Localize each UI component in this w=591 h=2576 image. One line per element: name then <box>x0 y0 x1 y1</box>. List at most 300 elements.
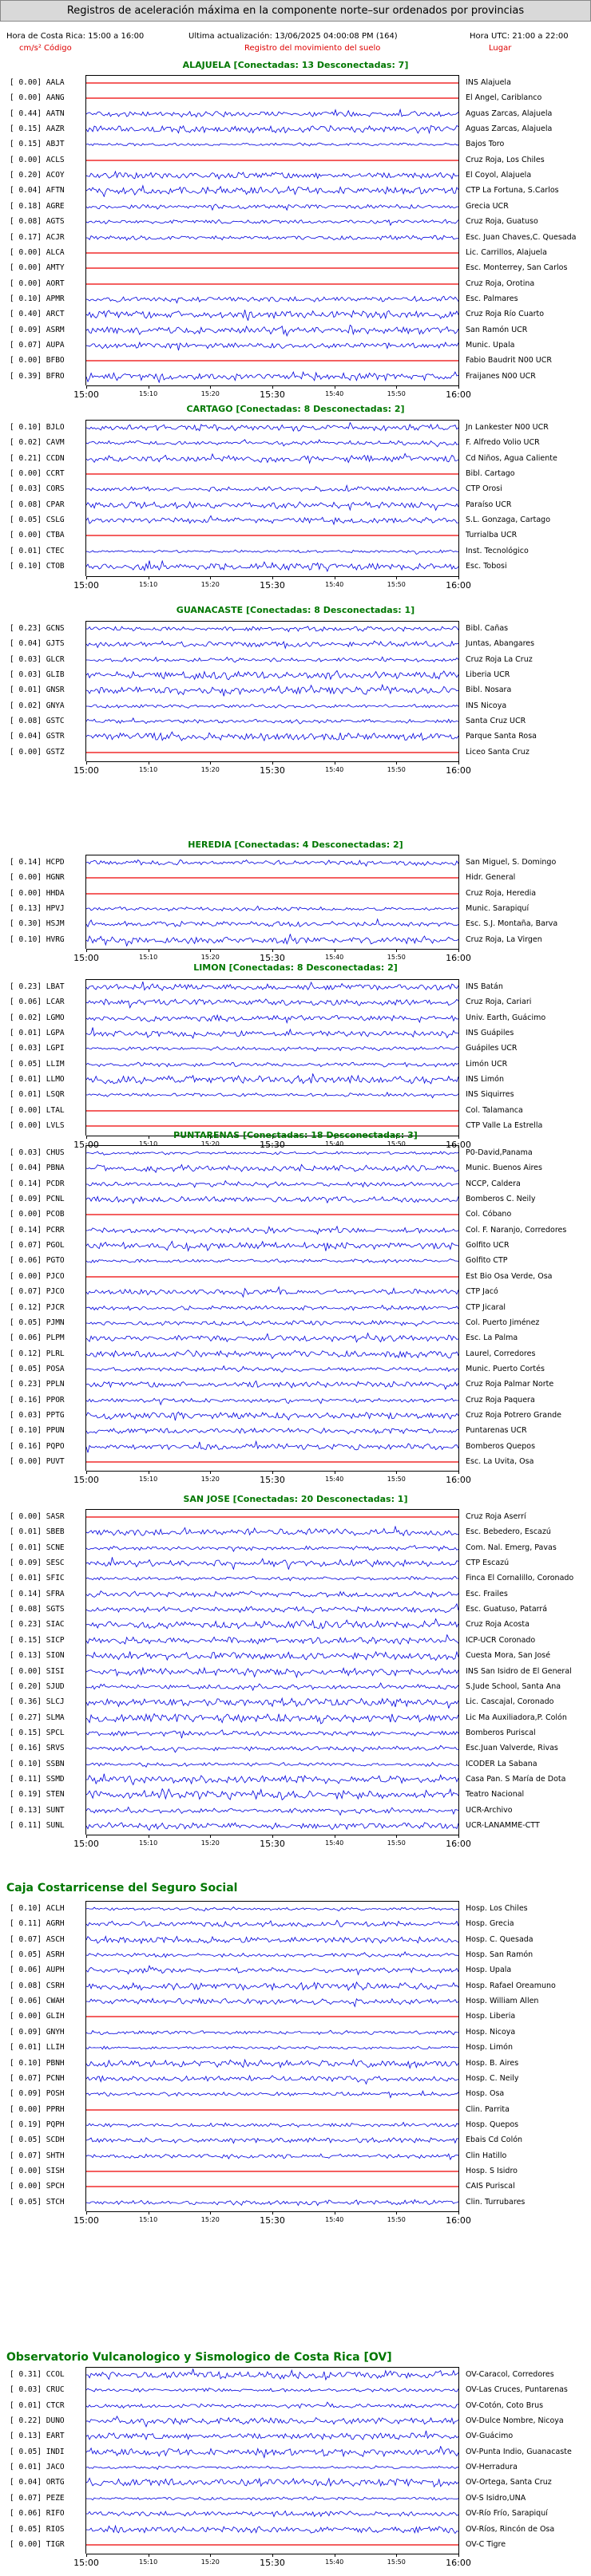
ground-motion-trace <box>86 1456 458 1468</box>
trace-line <box>86 1936 458 1943</box>
station-place: Munic. Sarapiquí <box>466 904 530 914</box>
ground-motion-trace <box>86 2041 458 2054</box>
station-place: OV-Caracol, Corredores <box>466 2370 554 2379</box>
trace-line <box>86 704 458 708</box>
tick-label: 15:00 <box>73 1839 99 1850</box>
station-place: Cruz Roja, Guatuso <box>466 217 538 227</box>
ground-motion-trace <box>86 92 458 105</box>
ground-motion-trace <box>86 1178 458 1191</box>
station-row <box>0 1603 591 1616</box>
trace-legend-label: Registro del movimiento del suelo <box>244 44 381 53</box>
station-row <box>0 934 591 946</box>
station-row <box>0 1270 591 1283</box>
tick-label: 16:00 <box>446 2215 471 2226</box>
station-code: [ 0.01] GNSR <box>10 685 65 695</box>
station-code: [ 0.00] GSTZ <box>10 747 65 757</box>
axis-tick <box>458 2554 459 2557</box>
station-row <box>0 1073 591 1086</box>
station-row <box>0 1042 591 1055</box>
station-row <box>0 77 591 89</box>
station-place: Paraíso UCR <box>466 500 512 509</box>
ground-motion-trace <box>86 1147 458 1160</box>
axis-tick <box>272 949 273 952</box>
tick-label: 15:10 <box>139 2558 158 2566</box>
station-row <box>0 638 591 650</box>
axis-tick <box>396 576 397 579</box>
ground-motion-trace <box>86 108 458 121</box>
time-axis <box>73 2211 471 2234</box>
trace-line <box>86 1227 458 1235</box>
station-row <box>0 871 591 884</box>
trace-line <box>86 1652 458 1661</box>
station-row <box>0 2430 591 2443</box>
ground-motion-trace <box>86 700 458 713</box>
tick-label: 15:40 <box>325 954 344 962</box>
station-row <box>0 1456 591 1468</box>
trace-line <box>86 2030 458 2035</box>
tick-label: 15:50 <box>387 766 406 774</box>
trace-line <box>86 1441 458 1452</box>
station-row <box>0 452 591 465</box>
tick-label: 15:20 <box>200 2216 220 2223</box>
station-place: OV-Punta Indio, Guanacaste <box>466 2447 572 2456</box>
ground-motion-trace <box>86 2492 458 2505</box>
tick-label: 15:20 <box>200 766 220 774</box>
ground-motion-trace <box>86 996 458 1009</box>
station-row <box>0 1409 591 1422</box>
station-place: OV-Cotón, Coto Brus <box>466 2400 544 2410</box>
trace-line <box>86 1349 458 1358</box>
station-row <box>0 1239 591 1252</box>
station-row <box>0 2476 591 2489</box>
ground-motion-trace <box>86 437 458 449</box>
ground-motion-trace <box>86 1788 458 1801</box>
station-row <box>0 2196 591 2209</box>
tick-label: 15:40 <box>325 1140 344 1148</box>
station-place: Aguas Zarcas, Alajuela <box>466 124 553 134</box>
station-row <box>0 2446 591 2459</box>
station-code: [ 0.04] PBNA <box>10 1164 65 1173</box>
section-title: CARTAGO [Conectadas: 8 Desconectadas: 2] <box>186 404 405 414</box>
station-place: Bajos Toro <box>466 140 505 149</box>
station-code: [ 0.10] PBNH <box>10 2058 65 2068</box>
station-place: Cruz Roja Potrero Grande <box>466 1410 562 1420</box>
station-code: [ 0.00] PJCO <box>10 1271 65 1281</box>
station-code: [ 0.17] ACJR <box>10 232 65 242</box>
ground-motion-trace <box>86 1542 458 1555</box>
station-row <box>0 887 591 900</box>
trace-line <box>86 2122 458 2127</box>
axis-tick <box>210 576 211 579</box>
station-code: [ 0.03] CHUS <box>10 1148 65 1157</box>
station-place: Cuesta Mora, San José <box>466 1651 551 1661</box>
station-row <box>0 1980 591 1993</box>
station-code: [ 0.00] PCOB <box>10 1210 65 1219</box>
station-place: Puntarenas UCR <box>466 1426 527 1436</box>
trace-line <box>86 1545 458 1551</box>
station-row <box>0 123 591 136</box>
station-code: [ 0.27] SLMA <box>10 1713 65 1722</box>
ground-motion-trace <box>86 2180 458 2193</box>
ground-motion-trace <box>86 1332 458 1345</box>
station-row <box>0 1588 591 1601</box>
station-place: Parque Santa Rosa <box>466 732 537 741</box>
ground-motion-trace <box>86 1239 458 1252</box>
station-row <box>0 684 591 697</box>
ground-motion-trace <box>86 1980 458 1993</box>
station-place: OV-Ortega, Santa Cruz <box>466 2478 552 2487</box>
station-row <box>0 1058 591 1071</box>
section-title: SAN JOSE [Conectadas: 20 Desconectadas: 1] <box>183 1494 408 1504</box>
station-code: [ 0.09] POSH <box>10 2089 65 2099</box>
station-code: [ 0.20] SJUD <box>10 1681 65 1691</box>
tick-label: 15:30 <box>260 2215 285 2226</box>
station-code: [ 0.02] CAVM <box>10 438 65 448</box>
axis-tick <box>396 2211 397 2214</box>
ground-motion-trace <box>86 1302 458 1314</box>
ground-motion-trace <box>86 123 458 136</box>
tick-label: 15:50 <box>387 2216 406 2223</box>
station-code: [ 0.23] GCNS <box>10 624 65 633</box>
station-place: Casa Pan. S María de Dota <box>466 1774 566 1784</box>
tick-label: 15:10 <box>139 1476 158 1484</box>
axis-tick <box>396 1471 397 1474</box>
station-code: [ 0.06] CWAH <box>10 1997 65 2006</box>
station-row <box>0 421 591 434</box>
ground-motion-trace <box>86 1819 458 1832</box>
tick-label: 15:10 <box>139 390 158 397</box>
station-row <box>0 1557 591 1570</box>
time-axis <box>73 1471 471 1493</box>
trace-line <box>86 561 458 571</box>
ground-motion-trace <box>86 560 458 573</box>
station-row <box>0 2088 591 2100</box>
trace-line <box>86 1321 458 1326</box>
station-code: [ 0.05] STCH <box>10 2197 65 2207</box>
station-row <box>0 1317 591 1329</box>
station-row <box>0 746 591 759</box>
station-place: Guápiles UCR <box>466 1044 518 1053</box>
station-place: OV-Guácimo <box>466 2432 514 2441</box>
station-code: [ 0.00] CTBA <box>10 531 65 540</box>
station-row <box>0 1681 591 1693</box>
station-place: Hosp. C. Neily <box>466 2073 519 2083</box>
station-code: [ 0.08] CSRH <box>10 1981 65 1990</box>
trace-line <box>86 2431 458 2440</box>
trace-line <box>86 982 458 990</box>
ground-motion-trace <box>86 1603 458 1616</box>
ground-motion-trace <box>86 1949 458 1962</box>
ground-motion-trace <box>86 1409 458 1422</box>
ground-motion-trace <box>86 2446 458 2459</box>
station-code: [ 0.09] SESC <box>10 1559 65 1568</box>
ground-motion-trace <box>86 638 458 650</box>
ground-motion-trace <box>86 1317 458 1329</box>
trace-line <box>86 2060 458 2068</box>
station-place: Turrialba UCR <box>466 531 518 540</box>
station-code: [ 0.01] SFIC <box>10 1574 65 1583</box>
trace-line <box>86 1577 458 1581</box>
tick-label: 15:10 <box>139 580 158 588</box>
station-code: [ 0.15] ABJT <box>10 140 65 149</box>
station-place: Cruz Roja Aserrí <box>466 1512 526 1521</box>
axis-tick <box>396 949 397 952</box>
station-row <box>0 354 591 367</box>
trace-line <box>86 1604 458 1613</box>
station-code: [ 0.23] LBAT <box>10 982 65 991</box>
station-place: Cruz Roja Palmar Norte <box>466 1380 554 1389</box>
tick-label: 15:20 <box>200 954 220 962</box>
ground-motion-trace <box>86 1088 458 1101</box>
station-code: [ 0.00] AMTY <box>10 263 65 273</box>
station-place: Col. F. Naranjo, Corredores <box>466 1225 567 1235</box>
trace-line <box>86 1698 458 1708</box>
ground-motion-trace <box>86 1804 458 1817</box>
station-place: Munic. Buenos Aires <box>466 1164 542 1173</box>
station-code: [ 0.19] PQPH <box>10 2120 65 2129</box>
axis-tick <box>86 2211 87 2214</box>
station-code: [ 0.03] LGPI <box>10 1044 65 1053</box>
station-place: INS Siquirres <box>466 1090 514 1100</box>
station-place: Clin. Parrita <box>466 2104 510 2114</box>
ground-motion-trace <box>86 1964 458 1977</box>
station-place: Clin Hatillo <box>466 2151 507 2160</box>
station-row <box>0 1918 591 1930</box>
station-code: [ 0.02] LGMO <box>10 1013 65 1022</box>
tick-label: 15:50 <box>387 954 406 962</box>
station-code: [ 0.08] SGTS <box>10 1605 65 1614</box>
station-code: [ 0.15] SICP <box>10 1635 65 1645</box>
station-place: Hosp. B. Aires <box>466 2058 519 2068</box>
station-place: OV-Las Cruces, Puntarenas <box>466 2385 568 2395</box>
trace-line <box>86 1558 458 1570</box>
ground-motion-trace <box>86 2119 458 2132</box>
trace-line <box>86 1165 458 1173</box>
station-place: Cruz Roja Paquera <box>466 1395 535 1405</box>
ground-motion-trace <box>86 1394 458 1407</box>
tick-label: 15:10 <box>139 766 158 774</box>
station-code: [ 0.04] GSTR <box>10 732 65 741</box>
station-code: [ 0.10] BJLO <box>10 423 65 432</box>
ground-motion-trace <box>86 2150 458 2163</box>
station-place: OV-S Isidro,UNA <box>466 2493 526 2503</box>
station-row <box>0 1424 591 1437</box>
ground-motion-trace <box>86 2430 458 2443</box>
trace-line <box>86 1015 458 1023</box>
tick-label: 15:50 <box>387 2558 406 2566</box>
station-place: ICP-UCR Coronado <box>466 1635 536 1645</box>
ground-motion-trace <box>86 2196 458 2209</box>
tick-label: 15:40 <box>325 2216 344 2223</box>
station-place: Golfito UCR <box>466 1241 510 1250</box>
station-place: Laurel, Corredores <box>466 1349 536 1358</box>
station-code: [ 0.16] PQPO <box>10 1441 65 1451</box>
station-row <box>0 293 591 306</box>
local-time-label: Hora de Costa Rica: 15:00 a 16:00 <box>6 32 145 41</box>
station-place: Col. Puerto Jiménez <box>466 1318 540 1327</box>
station-code: [ 0.03] CRUC <box>10 2385 65 2395</box>
station-row <box>0 2026 591 2039</box>
axis-tick <box>210 949 211 952</box>
station-place: Est Bio Osa Verde, Osa <box>466 1271 553 1281</box>
ground-motion-trace <box>86 1058 458 1071</box>
trace-line <box>86 486 458 492</box>
station-place: CAIS Puriscal <box>466 2182 515 2191</box>
station-place: OV-Ríos, Rincón de Osa <box>466 2524 555 2534</box>
station-code: [ 0.05] INDI <box>10 2447 65 2456</box>
station-place: OV-C Tigre <box>466 2539 506 2549</box>
station-row <box>0 996 591 1009</box>
tick-label: 15:00 <box>73 579 99 591</box>
station-row <box>0 1348 591 1361</box>
axis-tick <box>458 761 459 765</box>
trace-line <box>86 2076 458 2084</box>
trace-line <box>86 1823 458 1831</box>
axis-tick <box>396 385 397 389</box>
ground-motion-trace <box>86 499 458 512</box>
time-axis <box>73 576 471 599</box>
ground-motion-trace <box>86 1618 458 1631</box>
ground-motion-trace <box>86 514 458 527</box>
ground-motion-trace <box>86 1995 458 2008</box>
axis-tick <box>396 761 397 765</box>
station-place: Juntas, Abangares <box>466 639 535 649</box>
tick-label: 15:00 <box>73 2215 99 2226</box>
trace-line <box>86 296 458 302</box>
station-code: [ 0.09] GNYH <box>10 2027 65 2037</box>
station-code: [ 0.31] CCOL <box>10 2370 65 2379</box>
station-code: [ 0.01] LSQR <box>10 1090 65 1100</box>
ground-motion-trace <box>86 200 458 213</box>
station-place: Lic. Cascajal, Coronado <box>466 1697 554 1707</box>
station-code: [ 0.00] SISH <box>10 2166 65 2175</box>
station-place: Hosp. Los Chiles <box>466 1904 528 1913</box>
station-place: Bomberos Puriscal <box>466 1728 536 1737</box>
trace-line <box>86 1746 458 1752</box>
station-row <box>0 468 591 480</box>
station-place: OV-Río Frío, Sarapiquí <box>466 2509 548 2519</box>
station-code: [ 0.23] PPLN <box>10 1380 65 1389</box>
ground-motion-trace <box>86 1424 458 1437</box>
station-row <box>0 324 591 337</box>
trace-line <box>86 1028 458 1039</box>
station-code: [ 0.00] PPRH <box>10 2104 65 2114</box>
station-row <box>0 1742 591 1755</box>
station-row <box>0 1332 591 1345</box>
station-place: Hosp. C. Quesada <box>466 1934 533 1944</box>
station-place: Bibl. Nosara <box>466 685 512 695</box>
trace-line <box>86 125 458 133</box>
station-code: [ 0.05] RIOS <box>10 2524 65 2534</box>
station-code: [ 0.00] SASR <box>10 1512 65 1521</box>
station-row <box>0 730 591 743</box>
station-place: Liberia UCR <box>466 670 510 680</box>
axis-tick <box>86 949 87 952</box>
tick-label: 15:10 <box>139 1839 158 1847</box>
station-code: [ 0.12] PJCR <box>10 1302 65 1312</box>
station-row <box>0 1526 591 1539</box>
tick-label: 15:50 <box>387 1140 406 1148</box>
trace-line <box>86 906 458 911</box>
ground-motion-trace <box>86 715 458 728</box>
station-row <box>0 2384 591 2396</box>
ground-motion-trace <box>86 278 458 290</box>
station-code: [ 0.12] PLRL <box>10 1349 65 1358</box>
axis-tick <box>458 576 459 579</box>
station-code: [ 0.00] SPCH <box>10 2182 65 2191</box>
trace-line <box>86 733 458 741</box>
axis-tick <box>272 576 273 579</box>
trace-line <box>86 1047 458 1052</box>
ground-motion-trace <box>86 887 458 900</box>
station-place: UCR-Archivo <box>466 1805 513 1815</box>
station-place: INS Limón <box>466 1075 504 1085</box>
ground-motion-trace <box>86 1773 458 1786</box>
station-code: [ 0.23] SIAC <box>10 1620 65 1630</box>
tick-label: 15:10 <box>139 1140 158 1148</box>
station-place: INS Batán <box>466 982 503 991</box>
ground-motion-trace <box>86 2088 458 2100</box>
ground-motion-trace <box>86 2134 458 2147</box>
trace-line <box>86 1762 458 1767</box>
station-place: Santa Cruz UCR <box>466 717 526 726</box>
station-row <box>0 1027 591 1040</box>
station-row <box>0 1758 591 1771</box>
tick-label: 15:30 <box>260 1839 285 1850</box>
station-row <box>0 1012 591 1025</box>
station-place: Cruz Roja La Cruz <box>466 654 533 664</box>
ground-motion-trace <box>86 746 458 759</box>
trace-line <box>86 2511 458 2517</box>
station-row <box>0 92 591 105</box>
section-title: ALAJUELA [Conectadas: 13 Desconectadas: 7] <box>182 60 409 70</box>
station-place: Ebais Cd Colón <box>466 2135 523 2145</box>
tick-label: 15:20 <box>200 580 220 588</box>
trace-line <box>86 2369 458 2380</box>
ground-motion-trace <box>86 184 458 197</box>
station-place: Esc. Juan Chaves,C. Quesada <box>466 232 577 242</box>
tick-label: 15:00 <box>73 1139 99 1150</box>
ground-motion-trace <box>86 1526 458 1539</box>
ground-motion-trace <box>86 169 458 182</box>
station-row <box>0 262 591 275</box>
station-place: Jn Lankester N00 UCR <box>466 423 549 432</box>
tick-label: 15:00 <box>73 953 99 964</box>
ground-motion-trace <box>86 529 458 542</box>
tick-label: 15:30 <box>260 1475 285 1486</box>
station-place: Bibl. Cartago <box>466 469 515 479</box>
trace-line <box>86 2416 458 2427</box>
axis-tick <box>210 385 211 389</box>
station-place: Finca El Cornalillo, Coronado <box>466 1574 574 1583</box>
station-place: Hosp. Osa <box>466 2089 505 2099</box>
ground-motion-trace <box>86 339 458 352</box>
ground-motion-trace <box>86 1557 458 1570</box>
ground-motion-trace <box>86 622 458 635</box>
ground-motion-trace <box>86 421 458 434</box>
station-row <box>0 1147 591 1160</box>
trace-line <box>86 1305 458 1310</box>
station-place: Aguas Zarcas, Alajuela <box>466 109 553 118</box>
tick-label: 15:50 <box>387 1839 406 1847</box>
trace-line <box>86 1774 458 1785</box>
station-place: OV-Herradura <box>466 2463 518 2472</box>
station-place: UCR-LANAMME-CTT <box>466 1821 540 1830</box>
station-code: [ 0.11] SSMD <box>10 1774 65 1784</box>
ground-motion-trace <box>86 1712 458 1725</box>
station-row <box>0 529 591 542</box>
station-code: [ 0.00] AANG <box>10 93 65 103</box>
